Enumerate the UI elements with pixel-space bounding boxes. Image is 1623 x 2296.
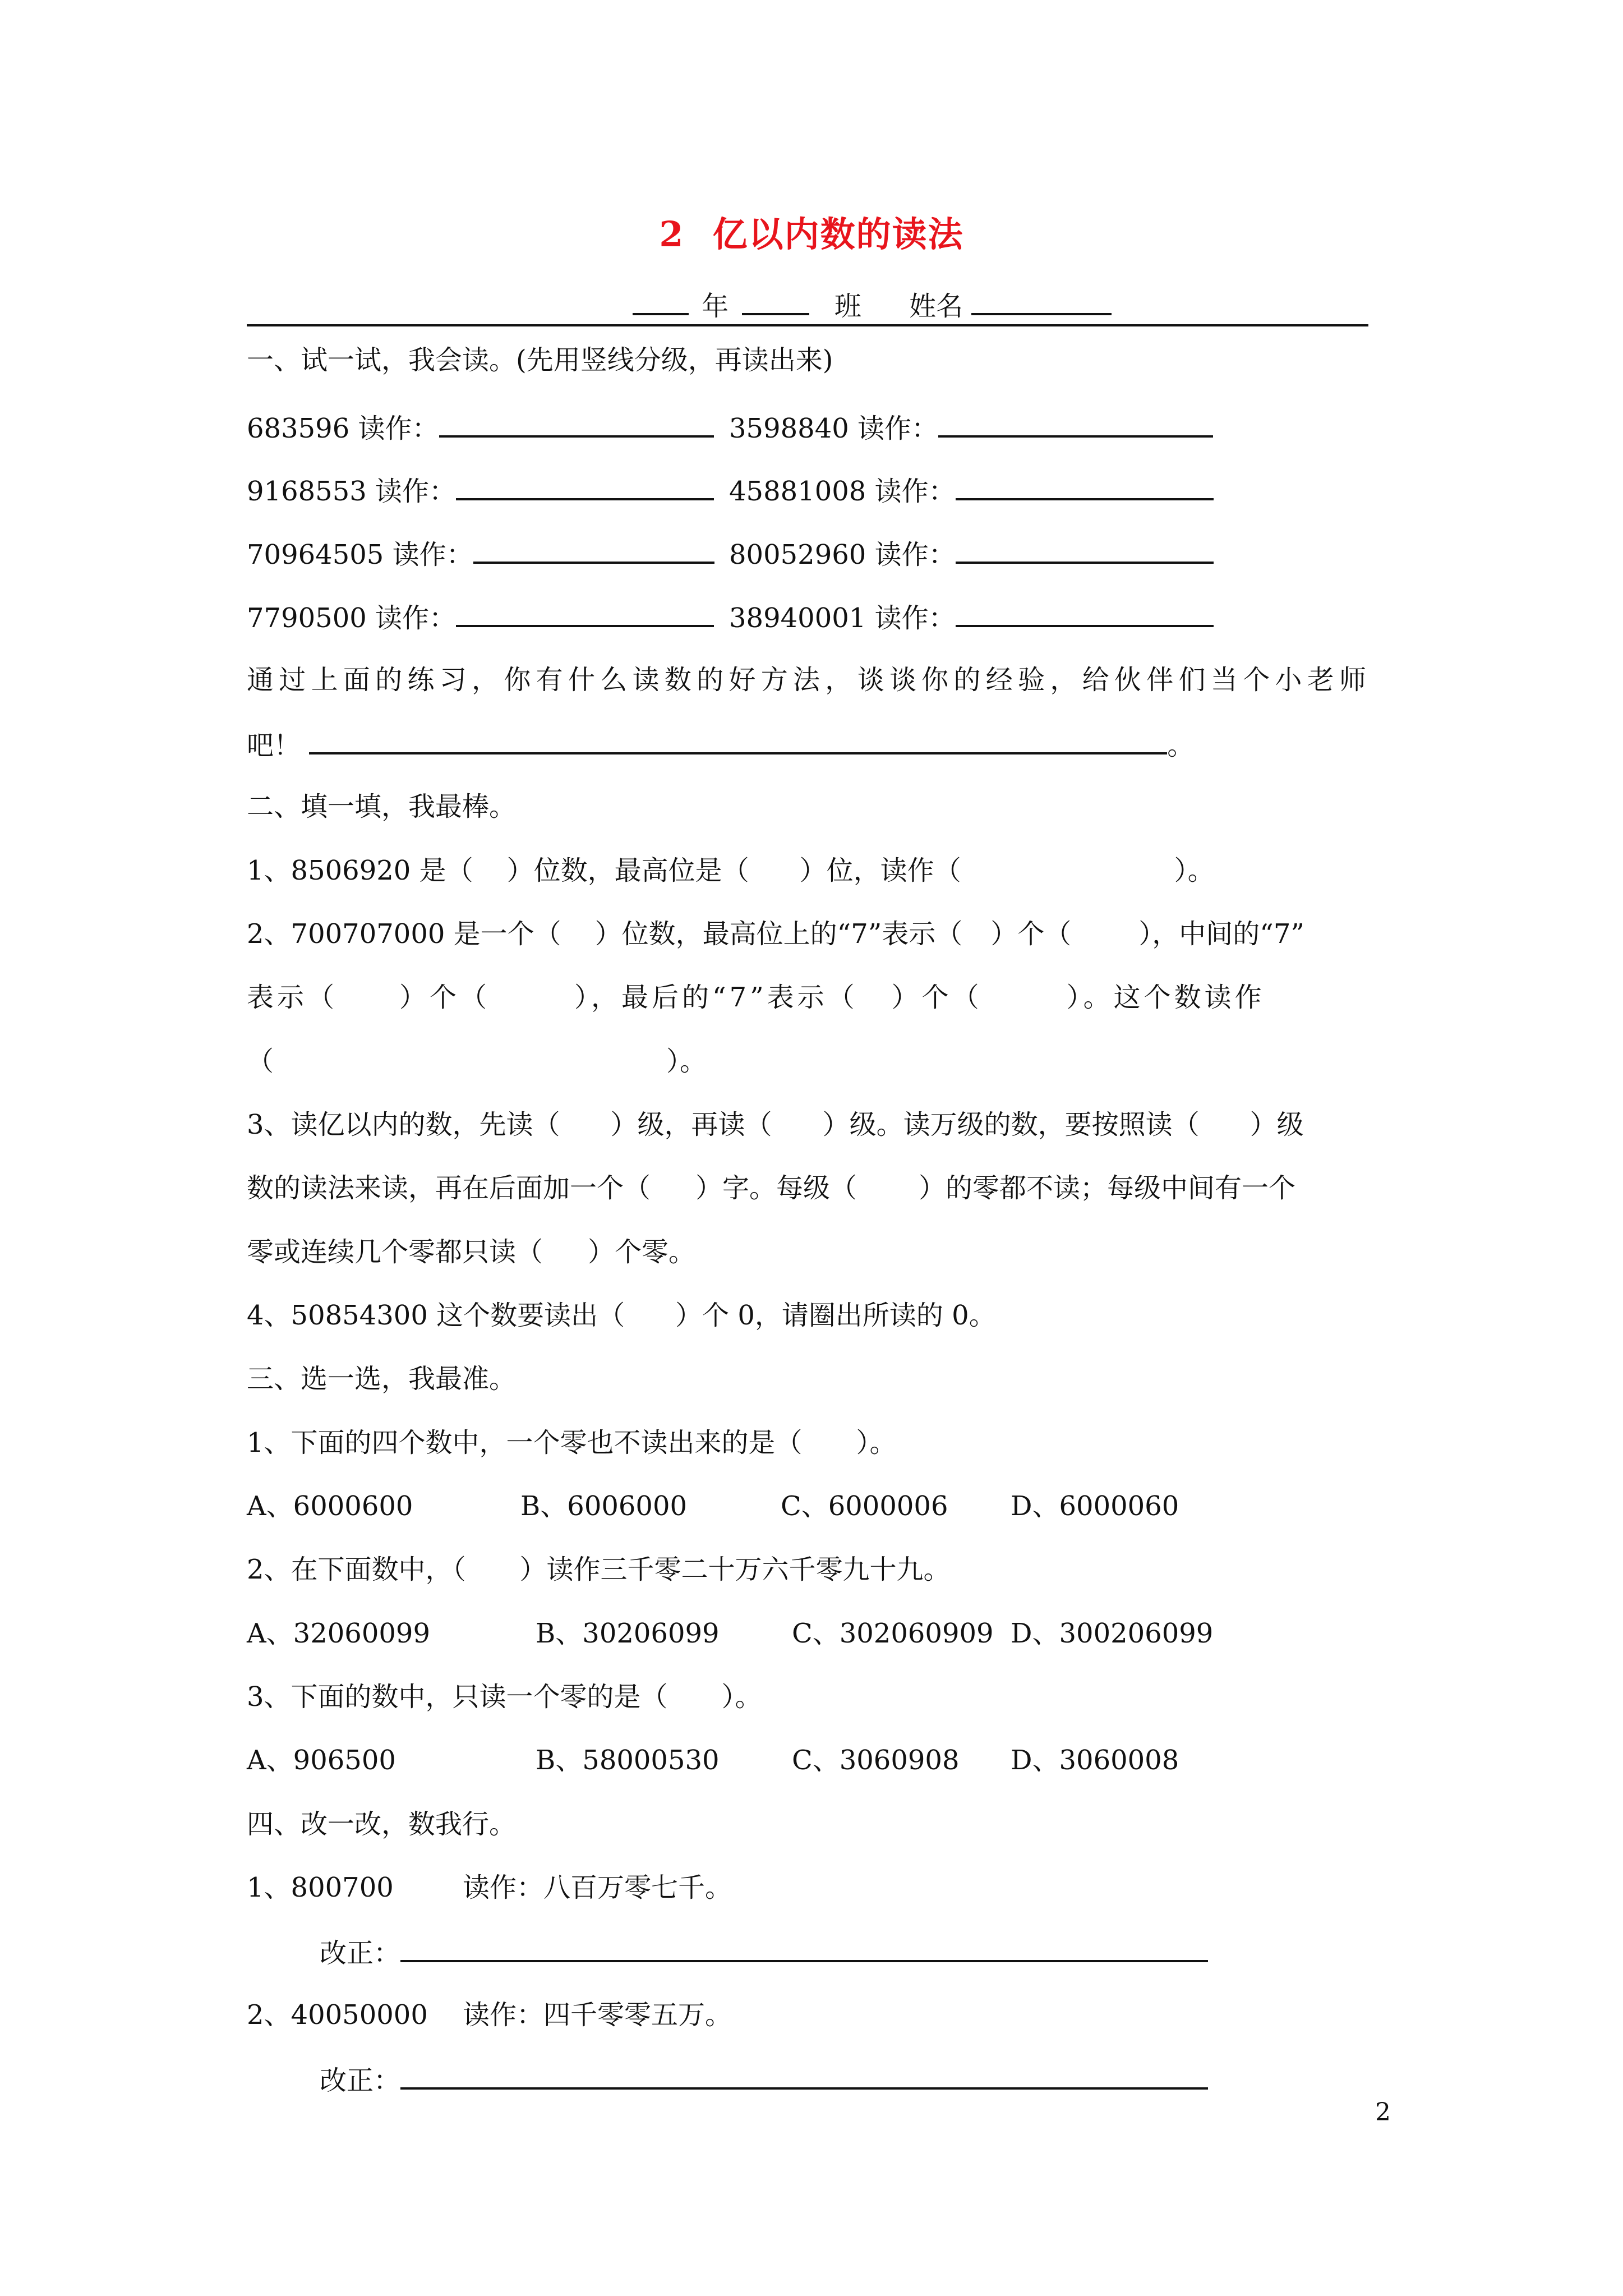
s4-q1-number: 1、800700: [247, 1872, 394, 1903]
s3-q1-option-b: B、6006000: [520, 1490, 688, 1522]
header-rule: [247, 324, 1368, 326]
s3-q1-option-d: D、6000060: [1011, 1490, 1179, 1522]
s4-q2-fix: 改正：: [320, 2062, 1208, 2097]
s1-item-3: 9168553 读作：: [247, 472, 714, 508]
student-info-line: [633, 287, 1112, 323]
title-text: 亿以内数的读法: [712, 214, 964, 255]
s3-question-3: 3、下面的数中，只读一个零的是（ ）。: [247, 1681, 762, 1713]
answer-blank[interactable]: [938, 409, 1213, 438]
class-label: 班: [834, 291, 861, 322]
s2-question-4: 4、50854300 这个数要读出（ ）个 0，请圈出所读的 0。: [247, 1300, 996, 1331]
grade-label: 年: [702, 291, 729, 322]
s3-question-1: 1、下面的四个数中，一个零也不读出来的是（ ）。: [247, 1427, 897, 1458]
s4-q2-reading: 读作：四千零零五万。: [463, 1999, 732, 2031]
s2-question-3-line1: 3、读亿以内的数，先读（ ）级，再读（ ）级。读万级的数，要按照读（ ）级: [247, 1109, 1304, 1140]
class-blank[interactable]: [742, 287, 809, 315]
s2-question-1: 1、8506920 是（ ）位数，最高位是（ ）位，读作（ ）。: [247, 855, 1215, 886]
s2-question-2-line2: 表示（ ）个（ ），最后的“7”表示（ ）个（ ）。这个数读作: [247, 982, 1265, 1013]
answer-blank[interactable]: [456, 599, 714, 627]
s3-q1-option-a: A、6000600: [247, 1490, 413, 1522]
s3-question-2: 2、在下面数中，（ ）读作三千零二十万六千零九十九。: [247, 1554, 951, 1585]
s2-question-3-line2: 数的读法来读，再在后面加一个（ ）字。每级（ ）的零都不读；每级中间有一个: [247, 1172, 1296, 1204]
method-prompt-line1: 通过上面的练习，你有什么读数的好方法，谈谈你的经验，给伙伴们当个小老师: [247, 664, 1368, 696]
s3-q2-option-d: D、300206099: [1011, 1618, 1214, 1649]
s3-q2-option-c: C、302060909: [792, 1618, 994, 1649]
answer-blank[interactable]: [456, 472, 714, 500]
s1-item-4: 45881008 读作：: [729, 472, 1214, 508]
s3-q1-option-c: C、6000006: [781, 1490, 948, 1522]
s4-q1-reading: 读作：八百万零七千。: [463, 1872, 732, 1903]
s1-item-6: 80052960 读作：: [729, 536, 1214, 572]
s3-q3-option-d: D、3060008: [1011, 1745, 1179, 1776]
page-number: 2: [1375, 2098, 1391, 2127]
s4-q1-fix: 改正：: [320, 1934, 1208, 1970]
s4-q2-number: 2、40050000: [247, 1999, 428, 2031]
section1-heading: 一、试一试，我会读。(先用竖线分级，再读出来): [247, 344, 833, 376]
answer-blank[interactable]: [473, 536, 714, 564]
s2-question-2-line3: （ ）。: [247, 1046, 707, 1077]
s1-item-7: 7790500 读作：: [247, 599, 714, 635]
answer-blank[interactable]: [956, 599, 1214, 627]
section3-heading: 三、选一选，我最准。: [247, 1363, 517, 1395]
s2-question-3-line3: 零或连续几个零都只读（ ）个零。: [247, 1236, 696, 1268]
section2-heading: 二、填一填，我最棒。: [247, 791, 517, 822]
s3-q3-option-c: C、3060908: [792, 1745, 960, 1776]
s3-q3-option-a: A、906500: [247, 1745, 396, 1776]
section4-heading: 四、改一改，数我行。: [247, 1809, 517, 1840]
s2-question-2-line1: 2、700707000 是一个（ ）位数，最高位上的“7”表示（ ）个（ ），中间的“7”: [247, 918, 1304, 950]
fix-answer-blank[interactable]: [400, 1934, 1208, 1962]
s3-q3-option-b: B、58000530: [536, 1745, 720, 1776]
s3-q2-option-a: A、32060099: [247, 1618, 430, 1649]
grade-blank[interactable]: [633, 287, 689, 315]
name-blank[interactable]: [971, 287, 1112, 315]
answer-blank[interactable]: [956, 536, 1214, 564]
s1-item-5: 70964505 读作：: [247, 536, 714, 572]
fix-answer-blank[interactable]: [400, 2062, 1208, 2090]
s3-q2-option-b: B、30206099: [536, 1618, 720, 1649]
method-prompt-line2: 吧！ 。: [247, 726, 1194, 762]
s1-item-8: 38940001 读作：: [729, 599, 1214, 635]
method-answer-blank[interactable]: [309, 726, 1167, 754]
title-number: 2: [659, 214, 685, 255]
answer-blank[interactable]: [439, 409, 714, 438]
worksheet-title: [0, 206, 1623, 256]
name-label: 姓名: [909, 291, 963, 322]
s1-item-1: 683596 读作：: [247, 409, 714, 445]
s1-item-2: 3598840 读作：: [729, 409, 1213, 445]
answer-blank[interactable]: [956, 472, 1214, 500]
